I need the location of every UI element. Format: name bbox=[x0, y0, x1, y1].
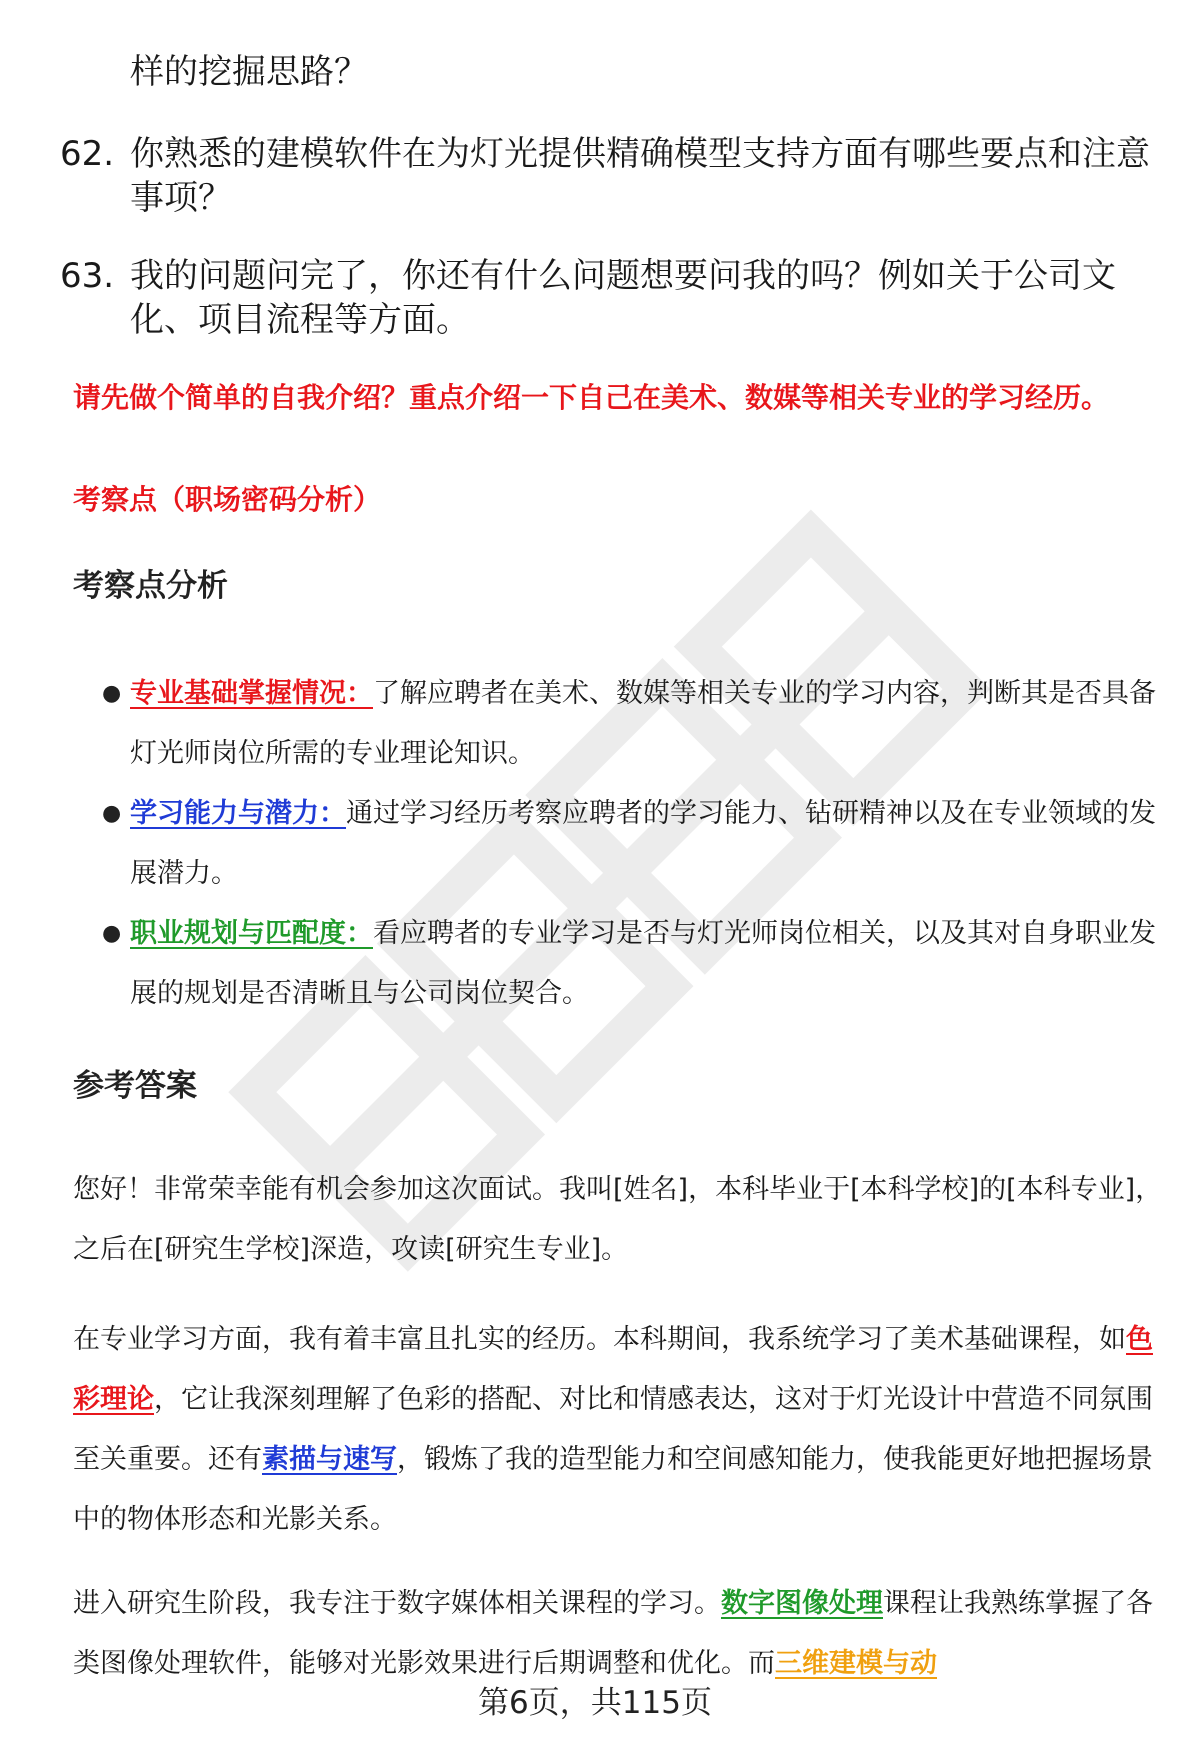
item-text: 了解应聘者在美术、数媒等相关专业的学习内容，判断其是否具备灯光师岗位所需的专业理论知识。 bbox=[130, 678, 1156, 769]
interview-question-title: 请先做个简单的自我介绍？重点介绍一下自己在美术、数媒等相关专业的学习经历。 bbox=[73, 381, 1110, 414]
keyword-3d-modeling[interactable]: 三维建模与动 bbox=[775, 1648, 937, 1679]
answer-paragraph-2: 在专业学习方面，我有着丰富且扎实的经历。本科期间，我系统学习了美术基础课程，如色彩理论，它让我深刻理解了色彩的搭配、对比和情感表达，这对于灯光设计中营造不同氛围至关重要。还有素描与速写，锻炼了我的造型能力和空间感知能力，使我能更好地把握场景中的物体形态和光影关系。 bbox=[73, 1324, 1153, 1535]
keyword-color-theory[interactable]: 色彩理论 bbox=[73, 1324, 1153, 1415]
bullet-icon: ● bbox=[102, 681, 122, 706]
keyword-link[interactable]: 职业规划与匹配度： bbox=[130, 918, 373, 949]
keyword-digital-image[interactable]: 数字图像处理 bbox=[721, 1588, 883, 1619]
list-item bbox=[96, 904, 1156, 1024]
keyword-link[interactable]: 专业基础掌握情况： bbox=[130, 678, 373, 709]
page-number: 第6页，共115页 bbox=[478, 1685, 712, 1721]
keyword-sketching[interactable]: 素描与速写 bbox=[262, 1444, 397, 1475]
bullet-icon: ● bbox=[102, 801, 122, 826]
list-item bbox=[96, 784, 1156, 904]
answer-paragraph-1: 您好！非常荣幸能有机会参加这次面试。我叫[姓名]，本科毕业于[本科学校]的[本科专业]，之后在[研究生学校]深造，攻读[研究生专业]。 bbox=[73, 1174, 1163, 1265]
item-text: 看应聘者的专业学习是否与灯光师岗位相关，以及其对自身职业发展的规划是否清晰且与公司岗位契合。 bbox=[130, 918, 1156, 1009]
section-subtitle: 考察点（职场密码分析） bbox=[73, 483, 382, 516]
keyword-link[interactable]: 学习能力与潜力： bbox=[130, 798, 346, 829]
answer-paragraph-3: 进入研究生阶段，我专注于数字媒体相关课程的学习。数字图像处理课程让我熟练掌握了各类图像处理软件，能够对光影效果进行后期调整和优化。而三维建模与动 bbox=[73, 1588, 1153, 1679]
analysis-heading: 考察点分析 bbox=[73, 568, 228, 604]
analysis-list bbox=[96, 664, 1156, 1024]
item-text: 通过学习经历考察应聘者的学习能力、钻研精神以及在专业领域的发展潜力。 bbox=[130, 798, 1156, 889]
answer-heading: 参考答案 bbox=[73, 1068, 197, 1104]
question-61-continuation: 样的挖掘思路？ bbox=[130, 52, 368, 92]
question-text: 你熟悉的建模软件在为灯光提供精确模型支持方面有哪些要点和注意事项？ bbox=[130, 134, 1150, 218]
question-text: 我的问题问完了，你还有什么问题想要问我的吗？例如关于公司文化、项目流程等方面。 bbox=[130, 256, 1116, 340]
question-number: 63. bbox=[60, 256, 115, 296]
question-number: 62. bbox=[60, 134, 115, 174]
list-item bbox=[96, 664, 1156, 784]
bullet-icon: ● bbox=[102, 921, 122, 946]
